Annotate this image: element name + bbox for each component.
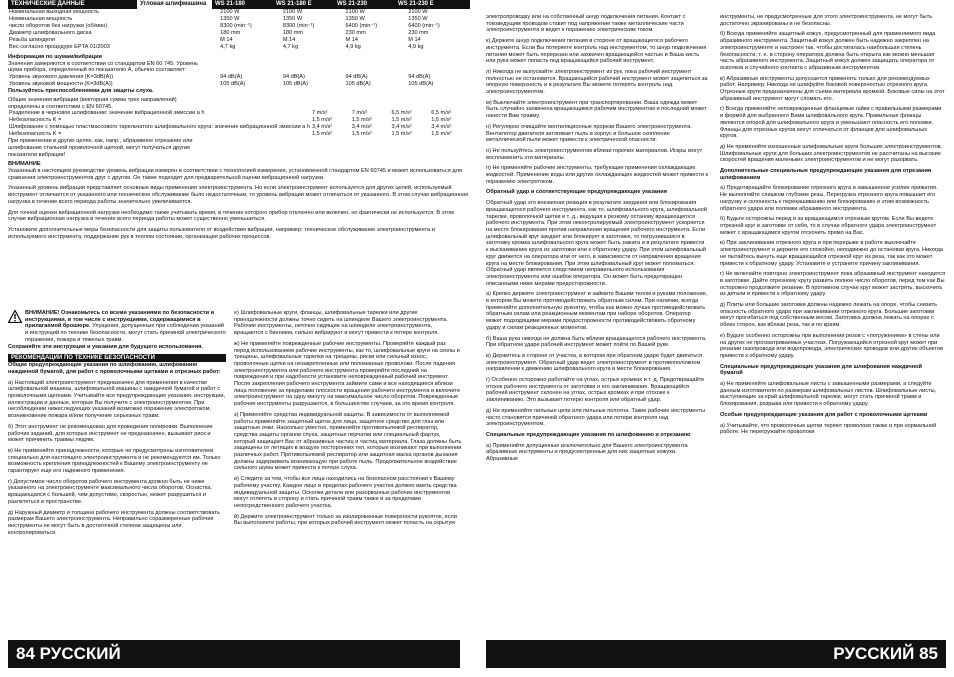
row-value: 230 mm: [345, 30, 366, 36]
right-col-c-rule: б) Ваша рука никогда не должна быть вблизи вращающегося рабочего инструмента. При обратном ударе рабочий инструмент может пойти по Вашей руке.: [486, 335, 707, 349]
row-label: Резьба шпинделя: [9, 37, 55, 43]
right-col-d-rule: а) Не применяйте шлифовальные листы с завышенными размерами, а следуйте данным изготовителя по размерам шлифовальных листов. Шлифовальные листы, выступающие за край шлифовальной тарелки, могут стать причиной травм и блокирования, разрыва или привести к обратному удару.: [720, 381, 937, 408]
right-col-c-rule: а) Применяйте допущенные исключительно для Вашего электроинструмента абразивные инструменты и предусмотренные для них защитные кожухи. Абразивные: [486, 442, 688, 463]
row-label: Номинальная выходная мощность: [9, 9, 100, 15]
page-footer-right: [486, 640, 946, 668]
row-value: 7 m/s²: [351, 110, 368, 117]
rule-e: е) Шлифовальные круги, фланцы, шлифовальные тарелки или другие принадлежности должны точно сидеть на шпинделе Вашего электроинструмента. Рабочие инструменты, неточно сидящие на шпинделе электроинструмента, вращаются с биением, сильно вибрируют и могут привести к потере контроля.: [234, 310, 448, 337]
row-value: 105 dB(A): [282, 81, 309, 88]
row-value: 3,4 m/s²: [311, 124, 333, 131]
right-col-c-rule: электропроводку или на собственный шнур подключения питания. Контакт с токоведущим проводом ставит под напряжение также металлические части электроинструмента и ведет к поражению электрическим током.: [486, 14, 686, 34]
rule-a: a) Настоящий электроинструмент предназначен для применения в качестве шлифовальной машины, шлифовальной машины с наждачной бумагой и работ с проволочными щетками. Учитывайте все предупреждающие указания, инструкции, иллюстрации и данные, которые Вы получите с электроинструментом. При несоблюдении нижеследующих указаний возможно поражение электротоком, возникновение пожара и/или получение серьезных травм.: [8, 379, 226, 420]
right-col-d-rule: инструменты, не предусмотренные для этого электроинструмента, не могут быть достаточно экранированы и не безопасны.: [720, 14, 933, 27]
warning-box: [8, 310, 226, 344]
row-value: 4,7 kg: [220, 44, 236, 50]
row-value: 1350 W: [408, 16, 428, 22]
row-value: 1,5 m/s²: [391, 131, 412, 138]
row-value: 3,4 m/s²: [431, 124, 452, 131]
row-value: 8300 (min⁻¹): [220, 23, 252, 29]
right-col-d-rule: е) Будьте особенно осторожны при выполнении резов с «погружением» в стены или на других не просматриваемых участках. Погружающийся отрезной круг может при резании газопровода или водопровода, электрических проводов или других объектов привести к обратному удару.: [720, 332, 944, 359]
row-label: Уровень звукового давления (K=3dB(A)): [9, 74, 114, 81]
row-value: 6400 (min⁻¹): [408, 23, 440, 29]
warning-text: Упущения, допущенные при соблюдении указаний и инструкций по технике безопасности, могут стать причиной электрического поражения, пожара и тяжелых травм.: [25, 323, 226, 343]
row-value: 94 dB(A): [345, 74, 368, 81]
right-col-d-heading: Особые предупреждающие указания для работ с проволочными щетками: [720, 411, 928, 418]
right-col-d-rule: г) Всегда применяйте неповрежденные фланцевые гайки с правильными размерами и формой для выбранного Вами шлифовального круга. Правильные фланцы являются опорой для шлифовального круга и уменьшают опасность его поломки. Фланцы для отрезных кругов могут отличаться от фланцев для шлифовальных кругов.: [720, 106, 942, 140]
attention-para: Установите дополнительные меры безопасности для защиты пользователя от воздействия вибрации, например: техническое обслуживание электроинструмента и используемого инструмента, поддержание рук в теплом состоянии, организация рабочих процессов.: [8, 226, 435, 240]
rule-j: й) Держите электроинструмент только за изолированные поверхности рукояток, если Вы выполняете работы, при которых рабочий инструмент может попасть на скрытую: [234, 513, 457, 527]
row-value: 4,9 kg: [408, 44, 424, 50]
right-col-d-rule: б) Всегда применяйте защитный кожух, предусмотренный для применяемого вида абразивного инструмента. Защитный кожух должен быть надежно закреплен на электроинструменте и настроен так, чтобы достигалась наибольшая степень безопасности, т. е. в сторону оператора должна быть открыта как можно меньшая часть абразивного инструмента. Защитный кожух должен защищать оператора от осколков и случайного контакта с абразивным инструментом.: [720, 31, 936, 71]
table-row: [8, 44, 470, 51]
row-label: Небезопасность K =: [9, 117, 62, 124]
recommendations-subtitle: Общие предупреждающие указания по шлифованию, шлифованию наждачной бумагой, для работ с проволочными щетками и отрезных работ:: [8, 362, 221, 375]
table-row: [8, 37, 470, 44]
noise-title: Информация по шумам/вибрации: [8, 54, 102, 60]
right-col-c-rule: к) Держите шнур подключения питания в стороне от вращающегося рабочего инструмента. Если Вы потеряете контроль над инструментом, то шнур подключения питания может быть перерезан или захвачен вращающейся частью и Ваша кисть или рука может попасть под вращающийся рабочий инструмент.: [486, 38, 707, 65]
vibration-table: [8, 110, 470, 138]
row-value: 2100 W: [345, 9, 365, 15]
row-label: Уровень звуковой мощности (K=3dB(A)): [9, 81, 113, 88]
table-row: [8, 23, 470, 30]
right-col-c: [486, 14, 708, 467]
right-page: [486, 0, 948, 677]
attention-para: Для точной оценки вибрационной нагрузки необходимо также учитывать время, в течение которого прибор отключен или включен, но фактически не используется. В этом случае вибрационная нагрузка в течение всего периода работы может существенно уменьшиться.: [8, 209, 454, 223]
row-value: 1,5 m/s²: [311, 131, 333, 138]
right-col-d: [720, 14, 946, 440]
row-value: M 14: [345, 37, 358, 43]
right-col-d-rule: а) Учитывайте, что проволочные щетки теряют проволоки также и при нормальной работе. Не перегружайте проволоки: [720, 422, 937, 436]
row-value: 1350 W: [220, 16, 240, 22]
row-value: 94 dB(A): [220, 74, 243, 81]
warning-keep: Сохраняйте эти инструкции и указания для будущего использования.: [8, 343, 203, 350]
right-col-c-rule: м) Выключайте электроинструмент при транспортировании. Ваша одежда может быть случайно захвачена вращающимся рабочим инструментом и последний может нанести Вам травму.: [486, 99, 707, 120]
hearing-note: Пользуйтесь приспособлениями для защиты слуха.: [8, 88, 154, 95]
right-col-d-rule: б) Будьте осторожны перед и за вращающимся отрезным кругом. Если Вы ведете отрезной круг в заготовке от себя, то в случае обратного удара электроинструмент может с вращающимся кругом отскочить прямо на Вас.: [720, 216, 937, 236]
page-footer-left: [8, 640, 460, 668]
table-row: [8, 74, 470, 81]
table-row: [8, 124, 470, 131]
row-value: 3,4 m/s²: [351, 124, 372, 131]
row-value: 105 dB(A): [220, 81, 246, 88]
right-col-d-heading: Дополнительные специальные предупреждающие указания для отрезания шлифованием: [720, 168, 932, 181]
right-col-c-heading: Обратный удар и соответствующие предупреждающие указания: [486, 189, 667, 196]
right-col-c-rule: в) Держитесь в стороне от участка, в котором при обратном ударе будет двигаться электроинструмент. Обратный удар ведет электроинструмент в противоположном направлении к движению шлифовального круга в месте блокирования.: [486, 352, 703, 373]
row-label: Разделение в черновое шлифование: значение вибрационной эмиссии a h: [9, 110, 205, 117]
spec-table: [8, 9, 470, 51]
row-value: 4,9 kg: [345, 44, 361, 50]
warning-triangle-icon: [8, 310, 22, 323]
table-row: [8, 9, 470, 16]
table-row: [8, 16, 470, 23]
right-col-c-rule: г) Особенно осторожно работайте на углах, острых кромках и т. д. Предотвращайте отскок рабочего инструмента от заготовки и его заклинивание. Вращающийся рабочий инструмент склонен на углах, острых кромках и при отскоке к заклиниванию. Это вызывает потерю контроля или обратный удар.: [486, 377, 705, 404]
right-col-d-rule: д) Плиты или большие заготовки должны надежно лежать на опоре, чтобы снизить опасность обратного удара при заклинивании отрезного круга. Большие заготовки могут прогибаться под собственным весом. Заготовка должна лежать на опорах с обеих сторон, как вблизи реза, так и по краям.: [720, 302, 938, 329]
right-col-c-rule: д) Не применяйте пильные цепи или пильные полотна. Такие рабочие инструменты часто становятся причиной обратного удара или потери контроля над электроинструментом.: [486, 407, 706, 428]
row-value: 1,5 m/s²: [311, 117, 333, 124]
spec-title: ТЕХНИЧЕСКИЕ ДАННЫЕ: [11, 1, 85, 7]
right-col-c-rule: л) Никогда не выпускайте электроинструмент из рук, пока рабочий инструмент полностью не остановится. Вращающийся рабочий инструмент может зацепиться за опорную поверхность и в результате Вы можете потерять контроль над электроинструментом.: [486, 68, 708, 96]
right-col-d-heading: Специальные предупреждающие указания для шлифования наждачной бумагой: [720, 363, 922, 377]
row-value: 180 mm: [220, 30, 241, 36]
row-value: 105 dB(A): [408, 81, 434, 88]
right-col-d-rule: в) Абразивные инструменты допускается применять только для рекомендуемых работ. Например: Никогда не шлифуйте боковой поверхностью отрезного круга. Отрезные круги предназначены для съема материала кромкой. Боковые силы на этот абразивный инструмент могут сломать его.: [720, 75, 945, 102]
table-row: [8, 117, 470, 124]
row-value: 2100 W: [408, 9, 428, 15]
row-value: 2100 W: [220, 9, 240, 15]
model-2: WS 21-180 E: [276, 1, 312, 7]
row-value: 230 mm: [408, 30, 429, 36]
vibration-note: При применении в других целях, как, напр., абразивное отрезание или шлифование стальной проволочной щеткой, могут получаться другие показатели вибрации!: [8, 138, 193, 158]
rule-g: г) Допустимое число оборотов рабочего инструмента должно быть не ниже указанного на электроинструменте максимального числа оборотов. Оснастка, вращающаяся с большей, чем допустимо, скоростью, может разрушиться и разлететься в пространстве.: [8, 478, 212, 505]
row-value: 4,7 kg: [282, 44, 299, 50]
row-label: Вес согласно процедуре EPTA 01/2003: [9, 44, 110, 50]
row-value: 94 dB(A): [408, 74, 431, 81]
noise-table: [8, 74, 470, 88]
row-label: Небезопасность K =: [9, 131, 62, 138]
tool-type: Угловая шлифмашина: [137, 0, 212, 9]
row-value: 6400 (min⁻¹): [345, 23, 378, 29]
rule-b: б) Этот инструмент не рекомендован для проведения полировки. Выполнение рабочих заданий, для которых инструмент не предназначен, вызывает риск и может причинить травмы людям.: [8, 423, 213, 444]
rule-v: в) Не применяйте принадлежности, которые не предусмотрены изготовителем специально для настоящего электроинструмента и не рекомендуются им. Только возможность крепления принадлежностей к Вашему электроинструменту не гарантирует еще его надежного применения.: [8, 447, 221, 475]
attention-para: Указанный уровень вибрации представляет основные виды применения электроинструмента. Но если электроинструмент используется для других целей, используемый инструмент отличается от указанного или техническое обслуживание было недостаточным, то уровень вибрации может отличаться от указанного. В этом случае вибрационная нагрузка в течение всего периода работы значительно увеличивается.: [8, 185, 469, 205]
left-col-b: [234, 310, 462, 531]
warning-lead: ВНИМАНИЕ! Ознакомьтесь со всеми указаниями по безопасности и инструкциями, в том числе с инструкциями, содержащимися в прилагаемой брошюре.: [25, 310, 215, 330]
right-col-d-rule: в) При заклинивании отрезного круга и при перерыве в работе выключайте электроинструмент и держите его спокойно, неподвижно до остановки круга. Никогда не пытайтесь вынуть еще вращающийся отрезной круг из реза, так как это может привести к обратному удару. Установите и устраните причину заклинивания.: [720, 240, 943, 267]
row-value: 1,5 m/s²: [391, 117, 412, 124]
row-label: Номинальная мощность: [9, 16, 73, 22]
attention-para: Указанный в настоящем руководстве уровень вибрации измерен в соответствии с технологией измерения, установленной стандартом EN 60745 и может использоваться для сравнения электроинструментов друг с другом. Он также подходит для предварительной оценки вибрационной нагрузки.: [8, 168, 462, 181]
page-number-left: 84 РУССКИЙ: [16, 644, 121, 663]
right-col-c-heading: Специальные предупреждающие указания по шлифованию и отрезанию: [486, 431, 691, 438]
rule-d: д) Наружный диаметр и толщина рабочего инструмента должны соответствовать размерам Вашего электроинструмента. Неправильно соразмеренные рабочие инструменты не могут быть в достаточной степени защищены или контролироваться.: [8, 509, 220, 536]
row-value: 94 dB(A): [282, 74, 305, 81]
row-value: 8300 (min⁻¹): [282, 23, 315, 29]
right-col-d-rule: г) Не включайте повторно электроинструмент пока абразивный инструмент находится в заготовке. Дайте отрезному кругу развить полное число оборотов, перед тем как Вы осторожно продолжите резание. В противном случае круг может застрять, выскочить из детали и привести к обратному удару.: [720, 271, 946, 298]
attention-paragraphs: [8, 168, 470, 240]
row-value: 1350 W: [345, 16, 365, 22]
row-label: Шлифование с помощью пластмассового тарельчатого шлифовального круга: значение вибрационной эмиссии a h: [9, 124, 310, 131]
row-value: M 14: [408, 37, 421, 43]
left-page: [8, 0, 470, 677]
row-value: 1350 W: [282, 16, 303, 22]
right-col-c-rule: н) Регулярно очищайте вентиляционные прорези Вашего электроинструмента. Вентилятор двигателя затягивает пыль в корпус и большое скопление металлической пыли может привести к электрической опасности.: [486, 123, 692, 144]
right-col-d-rule: д) Не применяйте изношенные шлифовальные круги больших электроинструментов. Шлифовальные круги для больших электроинструментов не рассчитаны на высокие скоростей вращения маленьких электроинструментов и не могут разорвать.: [720, 143, 943, 164]
row-label: Диаметр шлифовального диска: [9, 30, 92, 36]
right-col-d-rule: а) Предотвращайте блокирование отрезного круга и завышенное усилие прижатия. Не выполняйте слишком глубокие резы. Перегрузка отрезного круга повышает его нагрузку и склонность к перекашиванию или блокированию и этим возможность обратного удара или поломки абразивного инструмента.: [720, 185, 938, 212]
row-value: 7 m/s²: [311, 110, 328, 117]
right-col-c-rule: а) Крепко держите электроинструмент и займите Вашим телом и руками положение, в котором Вы можете противодействовать обратным силам. При наличии, всегда применяйте дополнительную рукоятку, чтобы как можно лучше противодействовать обратным силам или реакционным моментам при наборе оборотов. Оператор может подходящими мерами предосторожности противодействовать обратному удару и силам реакционных моментов.: [486, 291, 708, 331]
vibration-text: Общие значения вибрации (векторная сумма трех направлений) определены в соответствии с EN 60745.: [8, 96, 177, 110]
model-3: WS 21-230: [337, 1, 368, 7]
table-row: [8, 131, 470, 138]
left-col-a: [8, 310, 226, 540]
right-col-c-rule: Обратный удар это внезапная реакция в результате заедания или блокирования вращающегося рабочего инструмента, как то, шлифовального круга, шлифовальной тарелки, проволочной щетки и т. д., ведущая к резкому останову вращающегося рабочего инструмента. При этом неконтролируемый электроинструмент ускоряется на месте блокирования против направления вращения рабочего инструмента. Если шлифовальный круг заедает или блокирует в заготовке, то погрузившаяся в заготовку кромка шлифовального круга может быть зажата и в результате привести к выскакиванию круга из заготовки или к обратному удару. При этом шлифовальный круг движется на оператора или от него, в зависимости от направления вращения круга на месте блокирования. При этом шлифовальный круг может поломаться. Обратный удар является следствием неправильного использования электроинструмента или ошибок оператора. Он может быть предотвращен описанными ниже мерами предосторожности.: [486, 200, 707, 287]
row-value: M 14: [220, 37, 233, 43]
right-col-c-rule: п) Не применяйте рабочие инструменты, требующие применения охлаждающих жидкостей. Применение воды или других охлаждающих жидкостей может привести к поражению электротоком.: [486, 165, 709, 185]
row-value: 1,5 m/s²: [431, 131, 452, 138]
table-row: [8, 110, 470, 117]
rule-zh: ж) Не применяйте поврежденные рабочие инструменты. Проверяйте каждый раз перед использованием рабочие инструменты, как то, шлифовальные круги на сколы и трещины, шлифовальные тарелки на трещины, риски или сильный износ, проволочные щетки на незакрепленные или поломанные проволоки. После падения электроинструмента или рабочего инструмента проверяйте последний на повреждения и при надобности установите неповрежденный рабочий инструмент. После закрепления рабочего инструмента займите сами и все находящиеся вблизи лица положение за пределами плоскости вращения рабочего инструмента и включите электроинструмент на одну минуту на максимальное число оборотов. Поврежденные рабочие инструменты разрушаются, в большинстве случаев, за это время контроля.: [234, 340, 461, 408]
model-4: WS 21-230 E: [398, 1, 434, 7]
row-value: M 14: [282, 37, 296, 43]
model-1: WS 21-180: [215, 1, 246, 7]
spec-header: [8, 0, 470, 9]
row-value: 1,5 m/s²: [351, 131, 372, 138]
row-value: 6,5 m/s²: [431, 110, 452, 117]
rule-i: и) Следите за тем, чтобы все лица находились на безопасном расстоянии к Вашему рабочему участку. Каждое лицо в пределах рабочего участка должно иметь средства индивидуальной защиты. Осколки детали или разорванных рабочих инструментов могут отлететь в сторону и стать причиной травм также и за пределами непосредственного рабочего участка.: [234, 476, 457, 509]
row-value: 180 mm: [282, 30, 304, 36]
row-value: 1,5 m/s²: [431, 117, 452, 124]
attention-title: ВНИМАНИЕ: [8, 161, 41, 168]
row-value: 6,5 m/s²: [391, 110, 412, 117]
table-row: [8, 30, 470, 37]
row-value: 1,5 m/s²: [351, 117, 372, 124]
row-value: 2100 W: [282, 9, 303, 15]
noise-text: Значения замеряются в соответствии со стандартом EN 60 745. Уровень шума прибора, определенный по показателю А, обычно составляет:: [8, 60, 198, 74]
row-value: 105 dB(A): [345, 81, 371, 88]
rule-z: з) Применяйте средства индивидуальной защиты. В зависимости от выполняемой работы применяйте защитный щиток для лица, защитное средство для глаз или защитные очки. Насколько уместно, применяйте противопылевой респиратор, средства защиты органов слуха, защитные перчатки или специальный фартук, который защищает Вас от абразивных частиц и частиц материала. Глаза должны быть защищены от летящих в воздухе посторонних тел, которые возникают при выполнении различных работ. Противопылевой респиратор или защитная маска органов дыхания должны задерживать возникающую при работе пыль. Продолжительное воздействие сильного шума может привести к потере слуха.: [234, 411, 462, 472]
page-number-right: РУССКИЙ 85: [833, 644, 938, 663]
row-value: 3,4 m/s²: [391, 124, 412, 131]
recommendations-title: РЕКОМЕНДАЦИИ ПО ТЕХНИКЕ БЕЗОПАСНОСТИ: [8, 354, 226, 362]
row-label: число оборотов без нагрузки (об/мин): [9, 23, 108, 29]
right-col-c-rule: о) Не пользуйтесь электроинструментом вблизи горючих материалов. Искры могут воспламенить эти материалы.: [486, 147, 703, 161]
